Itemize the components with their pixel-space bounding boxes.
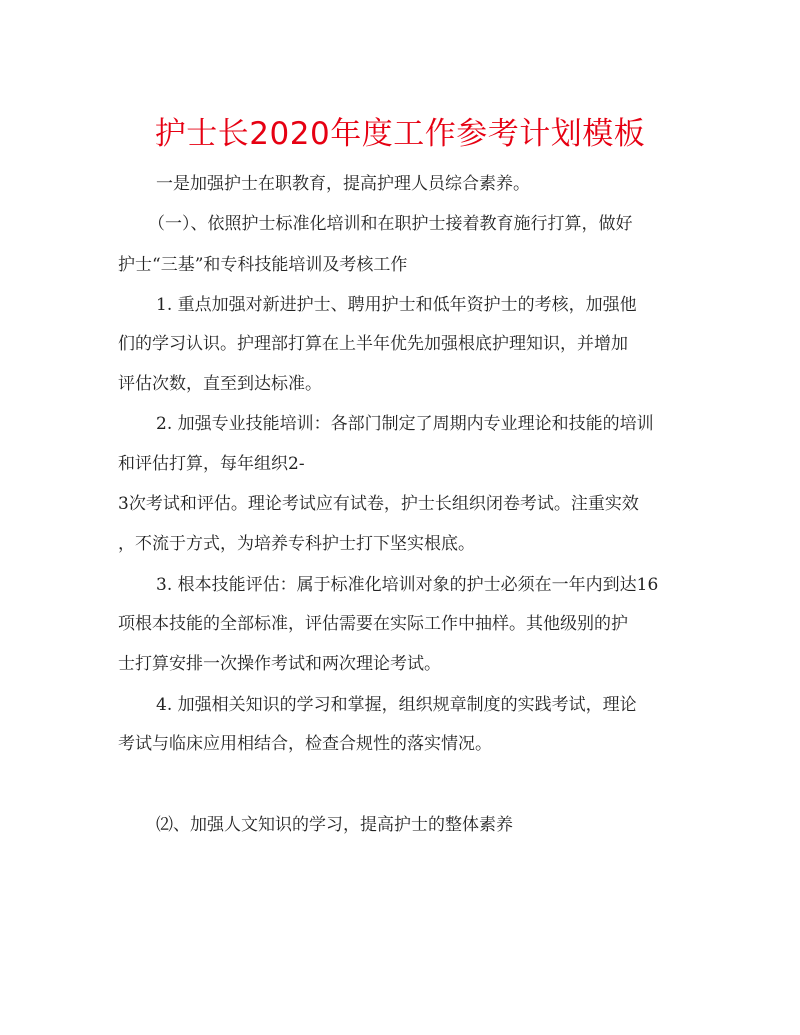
paragraph-line: 2. 加强专业技能培训：各部门制定了周期内专业理论和技能的培训 xyxy=(156,414,654,434)
paragraph-line: 士打算安排一次操作考试和两次理论考试。 xyxy=(118,654,441,674)
paragraph-line: 考试与临床应用相结合，检查合规性的落实情况。 xyxy=(118,734,492,754)
paragraph-line: （一）、依照护士标准化培训和在职护士接着教育施行打算，做好 xyxy=(148,214,633,234)
document-title: 护士长2020年度工作参考计划模板 xyxy=(154,116,646,152)
paragraph-line: 3次考试和评估。理论考试应有试卷，护士长组织闭卷考试。注重实效 xyxy=(118,494,639,514)
paragraph-line: 们的学习认识。护理部打算在上半年优先加强根底护理知识，并增加 xyxy=(118,334,628,354)
paragraph-line: ，不流于方式，为培养专科护士打下坚实根底。 xyxy=(118,534,475,554)
paragraph-line: 护士“三基”和专科技能培训及考核工作 xyxy=(118,255,408,275)
paragraph-line: 和评估打算，每年组织2- xyxy=(118,454,305,474)
paragraph-line: 1. 重点加强对新进护士、聘用护士和低年资护士的考核，加强他 xyxy=(156,295,637,315)
paragraph-line: 3. 根本技能评估：属于标准化培训对象的护士必须在一年内到达16 xyxy=(156,575,659,595)
paragraph-line: 项根本技能的全部标准，评估需要在实际工作中抽样。其他级别的护 xyxy=(118,614,628,634)
paragraph-line: ⑵、加强人文知识的学习，提高护士的整体素养 xyxy=(156,815,513,835)
paragraph-line: 4. 加强相关知识的学习和掌握，组织规章制度的实践考试，理论 xyxy=(156,695,637,715)
paragraph-line: 评估次数，直至到达标准。 xyxy=(118,374,322,394)
paragraph-line: 一是加强护士在职教育，提高护理人员综合素养。 xyxy=(156,174,530,194)
